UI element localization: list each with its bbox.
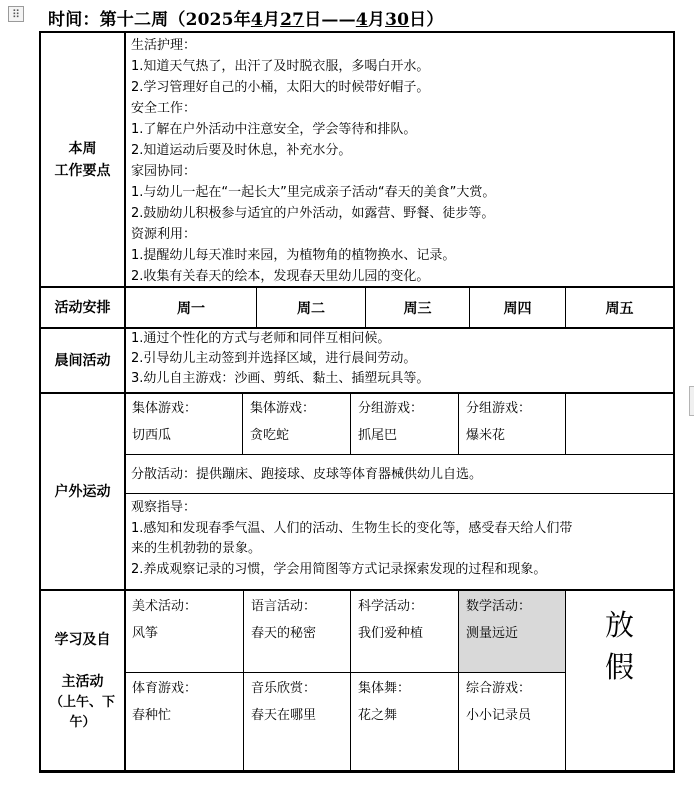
outdoor-game-cell [459, 393, 565, 454]
observation-guide [131, 497, 673, 589]
activity-type: 音乐欣赏： [251, 681, 317, 696]
text-line: 1.了解在户外活动中注意安全，学会等待和排队。 [131, 122, 417, 137]
morning-label: 晨间活动 [54, 352, 111, 369]
text-line: 2.引导幼儿主动签到并选择区域，进行晨间劳动。 [131, 351, 417, 366]
text-line: 1.提醒幼儿每天准时来园，为植物角的植物换水、记录。 [131, 248, 456, 263]
move-handle-icon[interactable]: ⠿ [8, 6, 24, 22]
key-points-content [131, 35, 671, 285]
scrollbar[interactable] [689, 386, 694, 416]
text-line: 1.知道天气热了，出汗了及时脱衣服，多喝白开水。 [131, 59, 430, 74]
day-header-wed: 周三 [403, 300, 432, 317]
text-line: 资源利用： [131, 227, 197, 242]
text-line: 2.养成观察记录的习惯，学会用简图等方式记录探索发现的过程和现象。 [131, 562, 547, 577]
day-header-fri: 周五 [605, 300, 634, 317]
page-title: 时间：第十二周（2025年4月27日——4月30日） [48, 10, 444, 30]
activity-type: 体育游戏： [132, 681, 198, 696]
text-line: 2.知道运动后要及时休息，补充水分。 [131, 143, 352, 158]
activity-type: 集体舞： [358, 681, 411, 696]
activity-name: 春天的秘密 [251, 626, 317, 641]
activity-type: 数学活动： [466, 599, 532, 614]
learning-activity-cell [459, 673, 565, 772]
col-divider [565, 393, 566, 454]
text-line: 生活护理： [131, 38, 197, 53]
day-header-tue: 周二 [297, 300, 325, 317]
text-line: 1.感知和发现春季气温、人们的活动、生物生长的变化等，感受春天给人们带 [131, 521, 573, 536]
activity-name: 花之舞 [358, 708, 398, 723]
scattered-activity [131, 455, 671, 493]
learning-activity-cell [125, 673, 243, 772]
day-header-thu: 周四 [503, 300, 532, 317]
activity-type: 综合游戏： [466, 681, 532, 696]
activity-type: 语言活动： [251, 599, 317, 614]
activity-name: 测量远近 [466, 626, 519, 641]
text-line: 分散活动：提供蹦床、跑接球、皮球等体育器械供幼儿自选。 [131, 466, 483, 482]
activity-name: 抓尾巴 [358, 428, 398, 443]
activity-name: 春天在哪里 [251, 708, 317, 723]
activity-type: 集体游戏： [250, 401, 316, 416]
text-line: 1.通过个性化的方式与老师和同伴互相问候。 [131, 331, 391, 346]
text-line: 2.鼓励幼儿积极参与适宜的户外活动，如露营、野餐、徒步等。 [131, 206, 495, 221]
text-line: 2.收集有关春天的绘本，发现春天里幼儿园的变化。 [131, 269, 430, 284]
activity-name: 切西瓜 [132, 428, 172, 443]
outdoor-game-cell [351, 393, 458, 454]
morning-content [131, 329, 671, 392]
text-line: 3.幼儿自主游戏：沙画、剪纸、黏土、插塑玩具等。 [131, 371, 430, 386]
text-line: 安全工作： [131, 101, 197, 116]
schedule-label: 活动安排 [54, 299, 111, 316]
outdoor-game-cell [125, 393, 242, 454]
row-divider [125, 493, 675, 494]
activity-type: 分组游戏： [358, 401, 424, 416]
holiday-text: 放 [604, 608, 634, 642]
learning-activity-cell [351, 591, 458, 672]
table-double-border [39, 772, 675, 773]
holiday-cell [566, 591, 673, 701]
text-line: 来的生机勃勃的景象。 [131, 541, 262, 556]
text-line: 2.学习管理好自己的小桶，太阳大的时候带好帽子。 [131, 80, 430, 95]
text-line: 家园协同： [131, 164, 197, 179]
learning-activity-cell [244, 673, 350, 772]
outdoor-game-cell [243, 393, 350, 454]
learning-activity-cell [351, 673, 458, 772]
learning-activity-cell-highlighted [459, 591, 565, 672]
learning-label: 学习及自 主活动 （上午、下 午） [49, 632, 115, 730]
text-line: 1.与幼儿一起在“一起长大”里完成亲子活动“春天的美食”大赏。 [131, 185, 496, 200]
learning-activity-cell [244, 591, 350, 672]
activity-name: 风筝 [132, 626, 159, 641]
activity-type: 科学活动： [358, 599, 424, 614]
activity-type: 美术活动： [132, 599, 198, 614]
activity-name: 我们爱种植 [358, 626, 424, 641]
activity-name: 爆米花 [466, 428, 506, 443]
outdoor-label: 户外运动 [54, 483, 111, 500]
key-points-label: 本周 工作要点 [54, 140, 111, 179]
day-header-mon: 周一 [177, 300, 205, 317]
text-line: 观察指导： [131, 500, 197, 515]
activity-name: 春种忙 [132, 708, 172, 723]
activity-type: 集体游戏： [132, 401, 198, 416]
holiday-text: 假 [604, 650, 634, 684]
learning-activity-cell [125, 591, 243, 672]
activity-type: 分组游戏： [466, 401, 532, 416]
activity-name: 贪吃蛇 [250, 428, 290, 443]
activity-name: 小小记录员 [466, 708, 532, 723]
